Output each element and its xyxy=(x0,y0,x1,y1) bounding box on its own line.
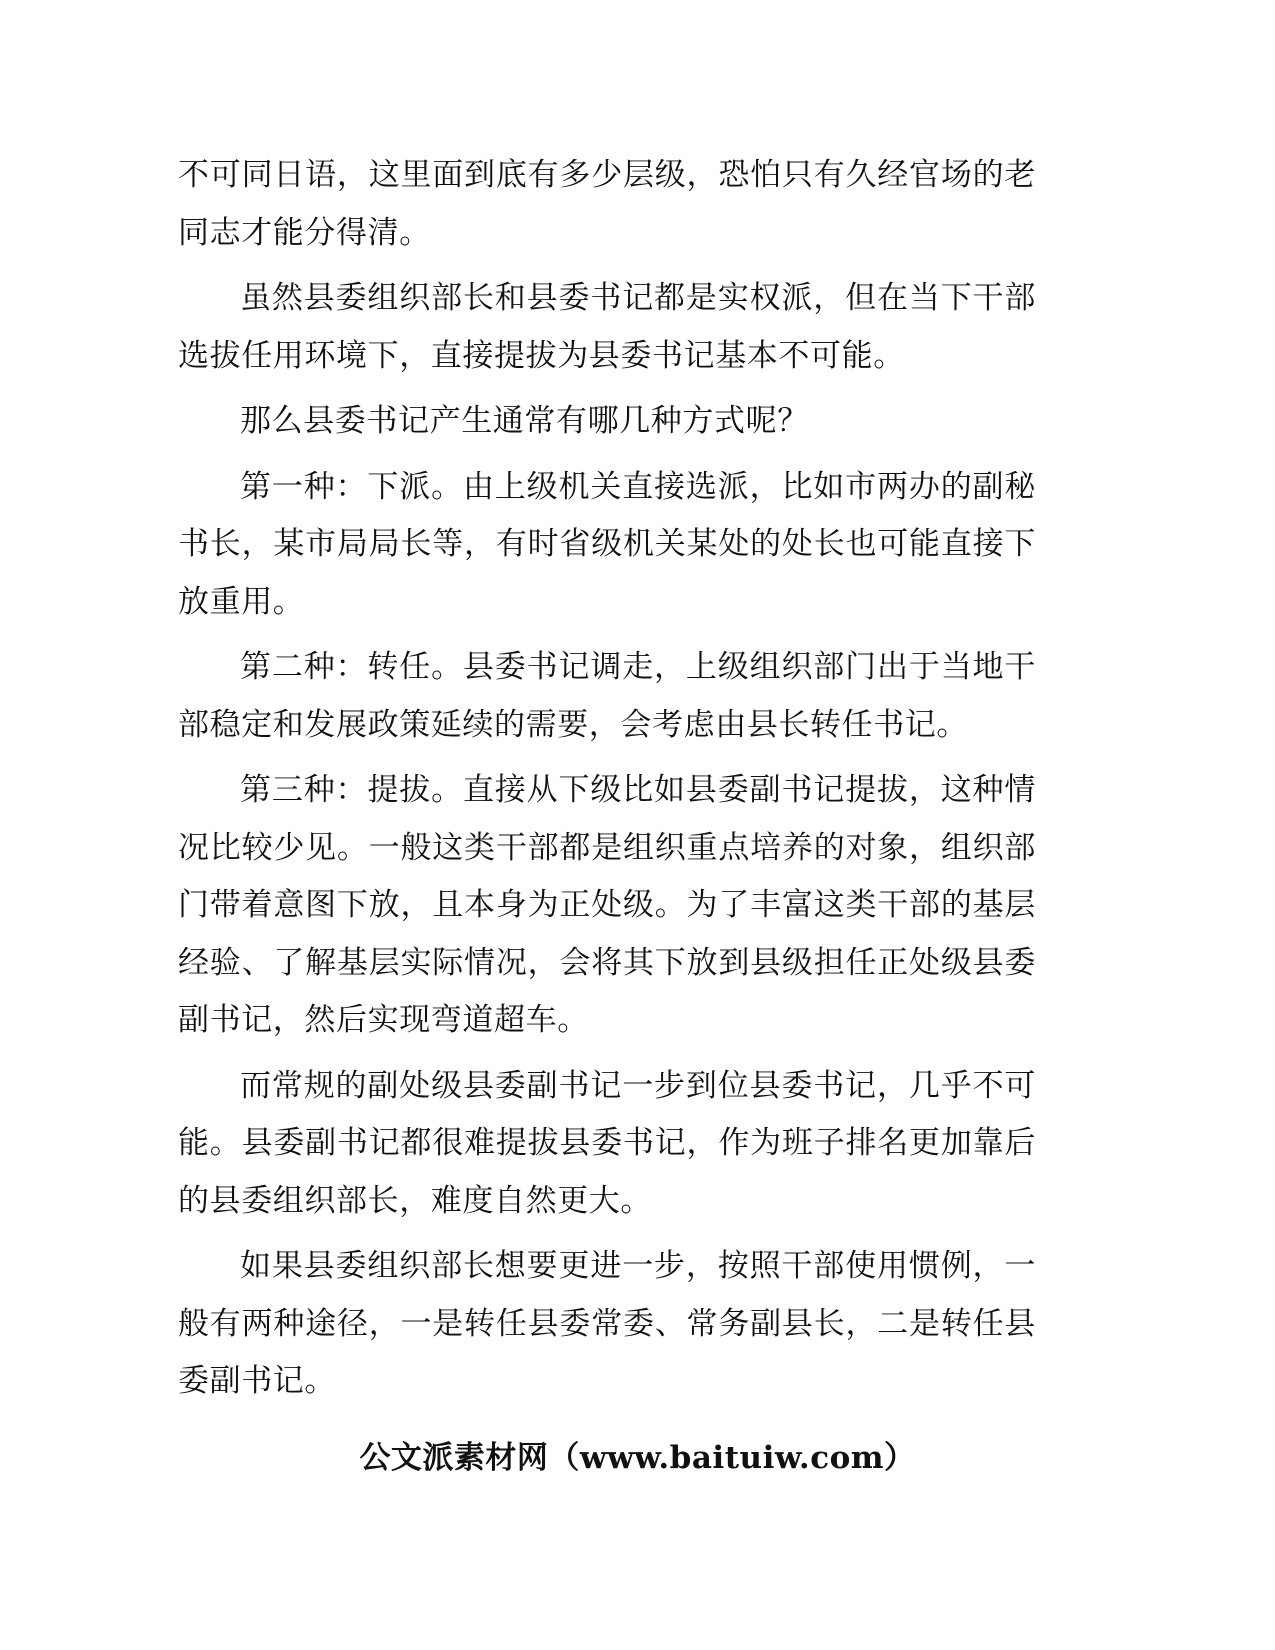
paragraph-continuation: 不可同日语，这里面到底有多少层级，恐怕只有久经官场的老同志才能分得清。 xyxy=(178,157,1036,251)
paragraph: 如果县委组织部长想要更进一步，按照干部使用惯例，一般有两种途径，一是转任县委常委、常务副县长，二是转任县委副书记。 xyxy=(178,1248,1036,1399)
paragraph: 第一种：下派。由上级机关直接选派，比如市两办的副秘书长，某市局局长等，有时省级机关某处的处长也可能直接下放重用。 xyxy=(178,468,1036,620)
paragraph: 那么县委书记产生通常有哪几种方式呢？ xyxy=(240,403,809,439)
document-body xyxy=(178,147,1036,1419)
paragraph: 第二种：转任。县委书记调走，上级组织部门出于当地干部稳定和发展政策延续的需要，会考虑由县长转任书记。 xyxy=(178,649,1036,743)
paragraph: 虽然县委组织部长和县委书记都是实权派，但在当下干部选拔任用环境下，直接提拔为县委书记基本不可能。 xyxy=(178,280,1036,374)
paragraph: 第三种：提拔。直接从下级比如县委副书记提拔，这种情况比较少见。一般这类干部都是组织重点培养的对象，组织部门带着意图下放，且本身为正处级。为了丰富这类干部的基层经验、了解基层实际情况，会将其下放到县级担任正处级县委副书记，然后实现弯道超车。 xyxy=(178,772,1036,1038)
paragraph: 而常规的副处级县委副书记一步到位县委书记，几乎不可能。县委副书记都很难提拔县委书记，作为班子排名更加靠后的县委组织部长，难度自然更大。 xyxy=(178,1067,1036,1219)
footer-source: 公文派素材网（www.baituiw.com） xyxy=(359,1440,916,1476)
